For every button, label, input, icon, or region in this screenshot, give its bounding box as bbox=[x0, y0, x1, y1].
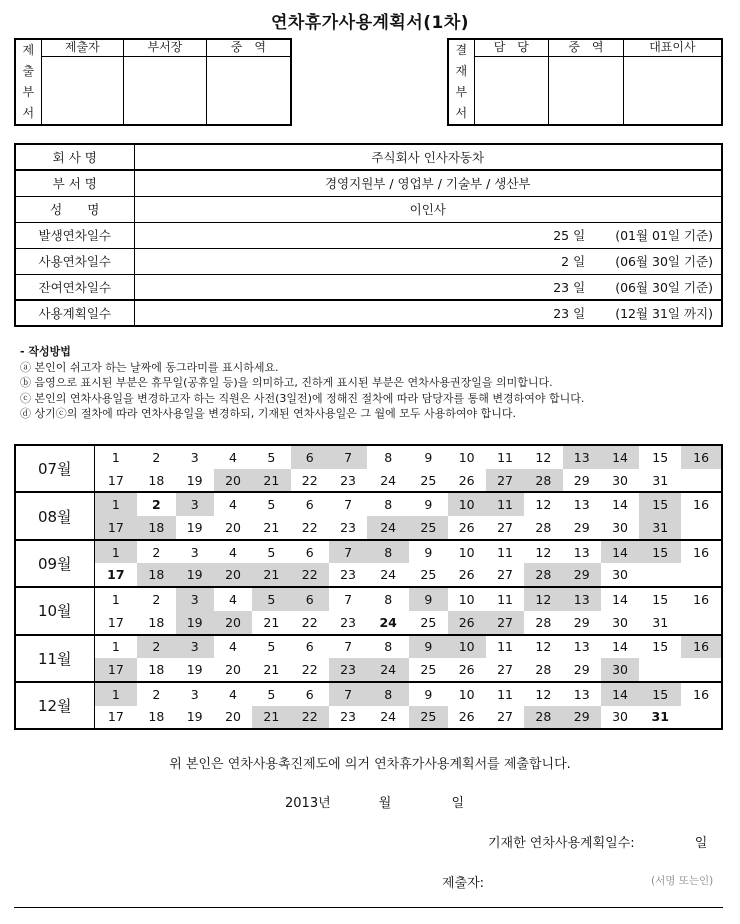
calendar-day[interactable]: 4 bbox=[214, 635, 252, 659]
calendar-day[interactable]: 13 bbox=[563, 682, 601, 706]
calendar-day[interactable]: 4 bbox=[229, 449, 237, 465]
calendar-day[interactable]: 4 bbox=[214, 540, 252, 564]
calendar-day[interactable]: 14 bbox=[601, 540, 639, 564]
calendar-week-row bbox=[15, 706, 722, 730]
calendar-day[interactable]: 5 bbox=[252, 635, 290, 659]
calendar-day[interactable]: 23 bbox=[340, 519, 356, 535]
calendar-day[interactable]: 5 bbox=[252, 540, 290, 564]
calendar-day[interactable]: 7 bbox=[329, 682, 367, 706]
calendar-day[interactable]: 15 bbox=[639, 540, 681, 564]
calendar-day[interactable]: 14 bbox=[601, 492, 639, 516]
calendar-week-row bbox=[15, 516, 722, 540]
calendar-day[interactable]: 30 bbox=[612, 709, 629, 725]
calendar-day[interactable]: 15 bbox=[652, 449, 669, 465]
calendar-day[interactable]: 7 bbox=[329, 635, 367, 659]
calendar-day[interactable]: 14 bbox=[601, 635, 639, 659]
calendar-day[interactable]: 28 bbox=[535, 662, 552, 678]
calendar-day[interactable]: 20 bbox=[225, 662, 241, 678]
calendar-day[interactable]: 11 bbox=[486, 635, 524, 659]
calendar-day[interactable]: 20 bbox=[214, 611, 252, 635]
calendar-day[interactable]: 31 bbox=[652, 614, 669, 630]
calendar-day[interactable]: 4 bbox=[214, 587, 252, 611]
calendar-day[interactable]: 7 bbox=[329, 445, 367, 469]
employee-info-table bbox=[14, 143, 723, 327]
calendar-day[interactable]: 23 bbox=[340, 472, 356, 488]
calendar-day[interactable]: 24 bbox=[379, 614, 397, 630]
calendar-day[interactable]: 30 bbox=[612, 472, 629, 488]
calendar-day[interactable]: 17 bbox=[107, 567, 125, 583]
calendar-day[interactable]: 8 bbox=[367, 492, 409, 516]
calendar-day[interactable]: 17 bbox=[107, 614, 124, 630]
calendar-week-row bbox=[15, 540, 722, 564]
calendar-day[interactable]: 24 bbox=[380, 567, 397, 583]
calendar-day[interactable]: 17 bbox=[107, 472, 124, 488]
executive-header: 중 역 bbox=[206, 39, 291, 56]
calendar-day[interactable]: 19 bbox=[186, 519, 203, 535]
calendar-day[interactable]: 3 bbox=[190, 449, 199, 465]
staff-sign-cell[interactable] bbox=[474, 56, 549, 125]
calendar-day[interactable]: 2 bbox=[137, 682, 175, 706]
calendar-day[interactable]: 11 bbox=[486, 540, 524, 564]
calendar-day[interactable]: 13 bbox=[563, 635, 601, 659]
dept-label: 부 서 명 bbox=[15, 170, 134, 196]
calendar-day[interactable]: 29 bbox=[573, 519, 590, 535]
name-value: 이인사 bbox=[134, 196, 722, 222]
calendar-empty-cell bbox=[639, 658, 681, 682]
calendar-day[interactable]: 28 bbox=[524, 563, 562, 587]
approval-executive-header: 중 역 bbox=[549, 39, 624, 56]
calendar-day[interactable]: 14 bbox=[601, 445, 639, 469]
calendar-day[interactable]: 1 bbox=[94, 492, 137, 516]
date-day: 일 bbox=[451, 796, 465, 811]
calendar-day[interactable]: 1 bbox=[111, 449, 120, 465]
calendar-day[interactable]: 18 bbox=[148, 614, 165, 630]
approval-department-box bbox=[447, 38, 723, 126]
calendar-day[interactable]: 19 bbox=[186, 662, 203, 678]
calendar-day[interactable]: 18 bbox=[148, 662, 165, 678]
calendar-day[interactable]: 21 bbox=[252, 706, 290, 730]
calendar-day[interactable]: 28 bbox=[535, 614, 552, 630]
calendar-day[interactable]: 12 bbox=[524, 587, 562, 611]
planned-days-value: 23 일 (12월 31일 까지) bbox=[134, 300, 722, 326]
calendar-empty-cell bbox=[681, 516, 722, 540]
statement: 위 본인은 연차사용촉진제도에 의거 연차휴가사용계획서를 제출합니다. bbox=[169, 757, 571, 772]
calendar-day[interactable]: 6 bbox=[291, 587, 329, 611]
calendar-day[interactable]: 31 bbox=[651, 709, 669, 725]
calendar-day[interactable]: 19 bbox=[176, 563, 214, 587]
calendar-day[interactable]: 8 bbox=[367, 635, 409, 659]
plan-days-label: 기재한 연차사용계획일수: bbox=[488, 836, 635, 851]
calendar-day[interactable]: 6 bbox=[291, 682, 329, 706]
calendar-day[interactable]: 30 bbox=[612, 519, 629, 535]
calendar-empty-cell bbox=[639, 563, 681, 587]
calendar-day[interactable]: 21 bbox=[263, 614, 280, 630]
calendar-day[interactable]: 10 bbox=[448, 635, 486, 659]
calendar-month-label: 11월 bbox=[15, 635, 94, 682]
calendar-day[interactable]: 3 bbox=[176, 492, 214, 516]
calendar-day[interactable]: 11 bbox=[486, 492, 524, 516]
calendar-day[interactable]: 10 bbox=[448, 492, 486, 516]
calendar-day[interactable]: 19 bbox=[176, 611, 214, 635]
name-label: 성 명 bbox=[15, 196, 134, 222]
submit-side-label: 제 출 부 서 bbox=[15, 39, 41, 125]
leave-calendar bbox=[14, 444, 723, 730]
calendar-day[interactable]: 13 bbox=[563, 445, 601, 469]
calendar-day[interactable]: 24 bbox=[367, 658, 409, 682]
calendar-day[interactable]: 17 bbox=[94, 658, 137, 682]
calendar-day[interactable]: 30 bbox=[612, 614, 629, 630]
calendar-day[interactable]: 22 bbox=[301, 472, 318, 488]
calendar-day[interactable]: 7 bbox=[329, 492, 367, 516]
calendar-day[interactable]: 2 bbox=[137, 635, 175, 659]
calendar-day[interactable]: 7 bbox=[329, 587, 367, 611]
calendar-empty-cell bbox=[681, 611, 722, 635]
calendar-day[interactable]: 1 bbox=[94, 635, 137, 659]
calendar-day[interactable]: 29 bbox=[563, 706, 601, 730]
calendar-day[interactable]: 2 bbox=[137, 587, 175, 611]
calendar-day[interactable]: 25 bbox=[420, 614, 437, 630]
calendar-day[interactable]: 17 bbox=[107, 709, 124, 725]
signature-note: (서명 또는인) bbox=[651, 875, 714, 887]
calendar-day[interactable]: 10 bbox=[448, 587, 486, 611]
calendar-day[interactable]: 6 bbox=[291, 540, 329, 564]
calendar-day[interactable]: 31 bbox=[652, 472, 669, 488]
calendar-day[interactable]: 27 bbox=[497, 662, 513, 678]
calendar-day[interactable]: 20 bbox=[214, 563, 252, 587]
calendar-day[interactable]: 2 bbox=[137, 492, 175, 516]
calendar-day[interactable]: 3 bbox=[176, 635, 214, 659]
remaining-days-value: 23 일 (06월 30일 기준) bbox=[134, 274, 722, 300]
calendar-day[interactable]: 13 bbox=[563, 540, 601, 564]
calendar-day[interactable]: 26 bbox=[458, 567, 475, 583]
calendar-day[interactable]: 9 bbox=[409, 492, 447, 516]
submitter-sign-cell[interactable] bbox=[41, 56, 124, 125]
date-line bbox=[285, 792, 464, 811]
calendar-day[interactable]: 1 bbox=[94, 682, 137, 706]
dept-head-sign-cell[interactable] bbox=[124, 56, 207, 125]
calendar-week-row bbox=[15, 563, 722, 587]
calendar-day[interactable]: 25 bbox=[409, 706, 447, 730]
calendar-day[interactable]: 1 bbox=[94, 540, 137, 564]
date-year: 2013년 bbox=[285, 796, 331, 811]
date-month: 월 bbox=[378, 796, 392, 811]
calendar-day[interactable]: 16 bbox=[681, 492, 722, 516]
calendar-day[interactable]: 23 bbox=[340, 709, 356, 725]
calendar-day[interactable]: 25 bbox=[409, 516, 447, 540]
calendar-day[interactable]: 23 bbox=[340, 614, 356, 630]
calendar-month-label: 07월 bbox=[15, 445, 94, 492]
calendar-day[interactable]: 9 bbox=[409, 540, 447, 564]
calendar-day[interactable]: 20 bbox=[225, 519, 241, 535]
plan-days-unit: 일 bbox=[694, 836, 708, 851]
calendar-empty-cell bbox=[681, 469, 722, 493]
calendar-day[interactable]: 29 bbox=[573, 662, 590, 678]
calendar-day[interactable]: 30 bbox=[612, 567, 629, 583]
calendar-day[interactable]: 9 bbox=[409, 587, 447, 611]
calendar-week-row bbox=[15, 469, 722, 493]
calendar-day[interactable]: 6 bbox=[291, 635, 329, 659]
calendar-day[interactable]: 11 bbox=[497, 449, 513, 465]
calendar-day[interactable]: 12 bbox=[524, 540, 562, 564]
approval-side-label: 결 재 부 서 bbox=[448, 39, 474, 125]
calendar-week-row bbox=[15, 611, 722, 635]
calendar-day[interactable]: 28 bbox=[535, 519, 552, 535]
plan-days-line bbox=[488, 832, 707, 851]
calendar-day[interactable]: 27 bbox=[497, 709, 513, 725]
instruction-item: ⓑ 음영으로 표시된 부분은 휴무일(공휴일 등)을 의미하고, 진하게 표시된 부분은 연차사용권장일을 의미합니다. bbox=[20, 376, 553, 389]
calendar-day[interactable]: 21 bbox=[252, 563, 290, 587]
calendar-day[interactable]: 5 bbox=[252, 587, 290, 611]
calendar-day[interactable]: 10 bbox=[458, 449, 475, 465]
executive-sign-cell[interactable] bbox=[206, 56, 291, 125]
calendar-month-label: 10월 bbox=[15, 587, 94, 634]
calendar-day[interactable]: 16 bbox=[681, 445, 722, 469]
calendar-day[interactable]: 16 bbox=[681, 540, 722, 564]
calendar-day[interactable]: 17 bbox=[94, 516, 137, 540]
calendar-day[interactable]: 9 bbox=[409, 635, 447, 659]
calendar-day[interactable]: 3 bbox=[176, 682, 214, 706]
calendar-day[interactable]: 22 bbox=[291, 706, 329, 730]
dept-head-header: 부서장 bbox=[124, 39, 207, 56]
remaining-days-label: 잔여연차일수 bbox=[15, 274, 134, 300]
calendar-day[interactable]: 21 bbox=[263, 662, 280, 678]
calendar-day[interactable]: 5 bbox=[267, 449, 276, 465]
calendar-day[interactable]: 6 bbox=[291, 445, 329, 469]
calendar-day[interactable]: 29 bbox=[573, 614, 590, 630]
calendar-day[interactable]: 26 bbox=[458, 709, 475, 725]
calendar-day[interactable]: 27 bbox=[497, 519, 513, 535]
calendar-day[interactable]: 19 bbox=[186, 472, 203, 488]
calendar-day[interactable]: 5 bbox=[252, 492, 290, 516]
ceo-header: 대표이사 bbox=[623, 39, 722, 56]
calendar-day[interactable]: 6 bbox=[291, 492, 329, 516]
calendar-day[interactable]: 16 bbox=[681, 587, 722, 611]
calendar-day[interactable]: 18 bbox=[148, 472, 165, 488]
calendar-day[interactable]: 21 bbox=[263, 519, 280, 535]
calendar-day[interactable]: 10 bbox=[448, 540, 486, 564]
calendar-day[interactable]: 13 bbox=[563, 492, 601, 516]
calendar-day[interactable]: 18 bbox=[148, 709, 165, 725]
calendar-day[interactable]: 18 bbox=[137, 563, 175, 587]
calendar-day[interactable]: 13 bbox=[563, 587, 601, 611]
accrued-days-value: 25 일 (01월 01일 기준) bbox=[134, 222, 722, 248]
calendar-day[interactable]: 2 bbox=[152, 449, 161, 465]
calendar-day[interactable]: 24 bbox=[380, 472, 397, 488]
calendar-day[interactable]: 11 bbox=[486, 682, 524, 706]
calendar-day[interactable]: 14 bbox=[601, 682, 639, 706]
calendar-day[interactable]: 14 bbox=[601, 587, 639, 611]
calendar-day[interactable]: 3 bbox=[176, 540, 214, 564]
calendar-day[interactable]: 12 bbox=[535, 449, 552, 465]
calendar-day[interactable]: 27 bbox=[486, 469, 524, 493]
company-label: 회 사 명 bbox=[15, 144, 134, 170]
calendar-day[interactable]: 8 bbox=[367, 682, 409, 706]
calendar-day[interactable]: 22 bbox=[301, 662, 318, 678]
calendar-day[interactable]: 25 bbox=[420, 472, 437, 488]
planned-days-label: 사용계획일수 bbox=[15, 300, 134, 326]
calendar-day[interactable]: 26 bbox=[458, 662, 475, 678]
submitter-line: 제출자: bbox=[442, 876, 485, 891]
calendar-day[interactable]: 5 bbox=[252, 682, 290, 706]
calendar-day[interactable]: 31 bbox=[639, 516, 681, 540]
calendar-day[interactable]: 20 bbox=[214, 469, 252, 493]
submit-department-box bbox=[14, 38, 292, 126]
calendar-week-row bbox=[15, 492, 722, 516]
calendar-day[interactable]: 8 bbox=[367, 540, 409, 564]
calendar-day[interactable]: 29 bbox=[563, 563, 601, 587]
calendar-day[interactable]: 25 bbox=[420, 662, 437, 678]
calendar-day[interactable]: 12 bbox=[524, 492, 562, 516]
calendar-day[interactable]: 27 bbox=[497, 567, 513, 583]
calendar-day[interactable]: 23 bbox=[329, 658, 367, 682]
calendar-day[interactable]: 18 bbox=[137, 516, 175, 540]
calendar-week-row bbox=[15, 658, 722, 682]
calendar-day[interactable]: 15 bbox=[639, 682, 681, 706]
calendar-day[interactable]: 7 bbox=[329, 540, 367, 564]
calendar-day[interactable]: 21 bbox=[252, 469, 290, 493]
calendar-day[interactable]: 19 bbox=[186, 709, 203, 725]
company-value: 주식회사 인사자동차 bbox=[134, 144, 722, 170]
calendar-empty-cell bbox=[681, 658, 722, 682]
calendar-day[interactable]: 26 bbox=[458, 472, 475, 488]
calendar-day[interactable]: 9 bbox=[424, 449, 433, 465]
calendar-day[interactable]: 11 bbox=[486, 587, 524, 611]
calendar-day[interactable]: 8 bbox=[367, 587, 409, 611]
calendar-week-row bbox=[15, 587, 722, 611]
calendar-day[interactable]: 10 bbox=[448, 682, 486, 706]
calendar-day[interactable]: 22 bbox=[301, 614, 318, 630]
calendar-empty-cell bbox=[681, 563, 722, 587]
calendar-day[interactable]: 2 bbox=[137, 540, 175, 564]
calendar-day[interactable]: 16 bbox=[681, 682, 722, 706]
calendar-day[interactable]: 24 bbox=[380, 709, 397, 725]
staff-header: 담 당 bbox=[474, 39, 549, 56]
calendar-month-label: 09월 bbox=[15, 540, 94, 587]
calendar-day[interactable]: 16 bbox=[681, 635, 722, 659]
calendar-day[interactable]: 4 bbox=[214, 492, 252, 516]
accrued-days-label: 발생연차일수 bbox=[15, 222, 134, 248]
calendar-day[interactable]: 29 bbox=[573, 472, 590, 488]
calendar-day[interactable]: 22 bbox=[301, 519, 318, 535]
used-days-label: 사용연차일수 bbox=[15, 248, 134, 274]
dept-value: 경영지원부 / 영업부 / 기술부 / 생산부 bbox=[134, 170, 722, 196]
calendar-day[interactable]: 24 bbox=[367, 516, 409, 540]
calendar-week-row bbox=[15, 682, 722, 706]
instructions-title: - 작성방법 bbox=[20, 345, 71, 358]
used-days-value: 2 일 (06월 30일 기준) bbox=[134, 248, 722, 274]
calendar-month-label: 08월 bbox=[15, 492, 94, 539]
calendar-day[interactable]: 4 bbox=[214, 682, 252, 706]
calendar-day[interactable]: 15 bbox=[639, 587, 681, 611]
calendar-month-label: 12월 bbox=[15, 682, 94, 729]
calendar-day[interactable]: 27 bbox=[486, 611, 524, 635]
calendar-day[interactable]: 12 bbox=[524, 635, 562, 659]
calendar-day[interactable]: 28 bbox=[524, 706, 562, 730]
submitter-header: 제출자 bbox=[41, 39, 124, 56]
calendar-day[interactable]: 25 bbox=[420, 567, 437, 583]
calendar-day[interactable]: 26 bbox=[458, 519, 475, 535]
calendar-day[interactable]: 1 bbox=[94, 587, 137, 611]
calendar-empty-cell bbox=[681, 706, 722, 730]
calendar-day[interactable]: 23 bbox=[340, 567, 356, 583]
calendar-week-row bbox=[15, 635, 722, 659]
calendar-day[interactable]: 15 bbox=[639, 635, 681, 659]
calendar-day[interactable]: 3 bbox=[176, 587, 214, 611]
instruction-item: ⓒ 본인의 연차사용일을 변경하고자 하는 직원은 사전(3일전)에 정해진 절차에 따라 담당자를 통해 변경하여야 합니다. bbox=[20, 391, 585, 405]
calendar-day[interactable]: 8 bbox=[384, 449, 393, 465]
calendar-day[interactable]: 9 bbox=[409, 682, 447, 706]
calendar-day[interactable]: 15 bbox=[639, 492, 681, 516]
calendar-day[interactable]: 28 bbox=[524, 469, 562, 493]
calendar-day[interactable]: 30 bbox=[601, 658, 639, 682]
calendar-day[interactable]: 22 bbox=[291, 563, 329, 587]
ceo-sign-cell[interactable] bbox=[623, 56, 722, 125]
calendar-day[interactable]: 20 bbox=[225, 709, 241, 725]
bottom-rule bbox=[14, 907, 723, 908]
instruction-item: ⓓ 상기ⓒ의 절차에 따라 연차사용일을 변경하되, 기재된 연차사용일은 그 월에 모두 사용하여야 합니다. bbox=[20, 407, 516, 420]
calendar-week-row bbox=[15, 445, 722, 469]
calendar-day[interactable]: 12 bbox=[524, 682, 562, 706]
instruction-item: ⓐ 본인이 쉬고자 하는 날짜에 동그라미를 표시하세요. bbox=[20, 360, 279, 374]
calendar-day[interactable]: 26 bbox=[448, 611, 486, 635]
approval-executive-sign-cell[interactable] bbox=[549, 56, 624, 125]
instructions bbox=[20, 344, 584, 422]
document-title: 연차휴가사용계획서(1차) bbox=[270, 13, 470, 33]
